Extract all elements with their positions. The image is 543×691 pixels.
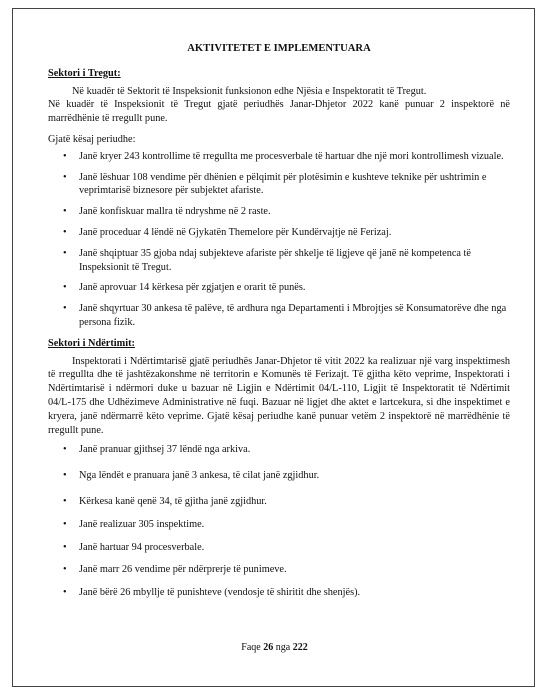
list-item: • Janë marr 26 vendime për ndërprerje të punimeve. xyxy=(63,564,287,576)
list-item: • Janë lëshuar 108 vendime për dhënien e pëlqimit për plotësimin e kushteve teknike për ushtrimin e veprimtarisë biznesore për subjektet afariste. xyxy=(63,171,487,197)
bullet-icon: • xyxy=(63,171,67,183)
bullet-icon: • xyxy=(63,564,67,576)
bullet-icon: • xyxy=(63,206,67,218)
construction-activity-list xyxy=(48,443,510,600)
bullet-icon: • xyxy=(63,470,67,482)
bullet-icon: • xyxy=(63,303,67,315)
trade-sector-heading: Sektori i Tregut: xyxy=(48,67,121,79)
bullet-icon: • xyxy=(63,150,67,162)
bullet-icon: • xyxy=(63,541,67,553)
trade-period-label: Gjatë kësaj periudhe: xyxy=(48,133,136,145)
construction-sector-heading: Sektori i Ndërtimit: xyxy=(48,337,135,349)
document-page xyxy=(12,8,535,687)
list-item: • Janë realizuar 305 inspektime. xyxy=(63,518,205,530)
list-item: • Janë proceduar 4 lëndë në Gjykatën Themelore për Kundërvajtje në Ferizaj. xyxy=(63,226,392,238)
bullet-icon: • xyxy=(63,282,67,294)
construction-paragraph: Inspektorati i Ndërtimtarisë gjatë periudhës Janar-Dhjetor të vitit 2022 ka realizuar një varg inspektimesh të rregullta dhe të jashtëzakonshme në territorin e Komunës të Ferizajt. Të gjitha këto veprime, Inspektorati i Ndërtimtarisë i ndërmori duke u bazuar në Ligjin e Ndërtimit 04/L-110, Ligjit të Inspektoratit të Ndërtimit 04/L-175 dhe Udhëzimeve Administrative në fuqi. Bazuar në ligjet dhe aktet e lartcekura, si dhe inspektimet e kryera, janë ndërmarrë këto veprime. Gjatë kësaj periudhe kanë punuar vetëm 2 inspektorë në marrëdhënie të rregullt pune. xyxy=(48,355,510,436)
list-item: • Janë pranuar gjithsej 37 lëndë nga arkiva. xyxy=(63,444,251,456)
bullet-icon: • xyxy=(63,247,67,259)
list-item: • Janë aprovuar 14 kërkesa për zgjatjen e orarit të punës. xyxy=(63,282,306,294)
list-item: • Kërkesa kanë qenë 34, të gjitha janë zgjidhur. xyxy=(63,495,267,507)
list-item: • Janë konfiskuar mallra të ndryshme në 2 raste. xyxy=(63,206,271,218)
bullet-icon: • xyxy=(63,587,67,599)
list-item: • Janë shqyrtuar 30 ankesa të palëve, të ardhura nga Departamenti i Mbrojtjes së Konsumatorëve dhe nga persona fizik. xyxy=(63,303,507,328)
bullet-icon: • xyxy=(63,518,67,530)
trade-staff-paragraph: Në kuadër të Inspeksionit të Tregut gjatë periudhës Janar-Dhjetor 2022 kanë punuar 2 inspektorë në marrëdhënie të rregullt pune. xyxy=(48,99,510,125)
page-number: Faqe 26 nga 222 xyxy=(241,642,308,653)
list-item: • Janë hartuar 94 procesverbale. xyxy=(63,541,205,553)
list-item: • Janë shqiptuar 35 gjoba ndaj subjekteve afariste për shkelje të ligjeve që janë në kompetenca të Inspeksionit të Tregut. xyxy=(63,247,471,273)
trade-intro-paragraph: Në kuadër të Sektorit të Inspeksionit funksionon edhe Njësia e Inspektoratit të Tregut. xyxy=(72,85,427,97)
bullet-icon: • xyxy=(63,444,67,456)
document-title: AKTIVITETET E IMPLEMENTUARA xyxy=(187,43,371,54)
trade-activity-list xyxy=(48,150,510,330)
bullet-icon: • xyxy=(63,226,67,238)
bullet-icon: • xyxy=(63,495,67,507)
list-item: • Janë bërë 26 mbyllje të punishteve (vendosje të shiritit dhe shenjës). xyxy=(63,587,361,599)
list-item: • Janë kryer 243 kontrollime të rregullta me procesverbale të hartuar dhe një mori kontrollimesh vizuale. xyxy=(63,150,504,162)
page-content xyxy=(48,42,510,600)
list-item: • Nga lëndët e pranuara janë 3 ankesa, të cilat janë zgjidhur. xyxy=(63,470,320,482)
